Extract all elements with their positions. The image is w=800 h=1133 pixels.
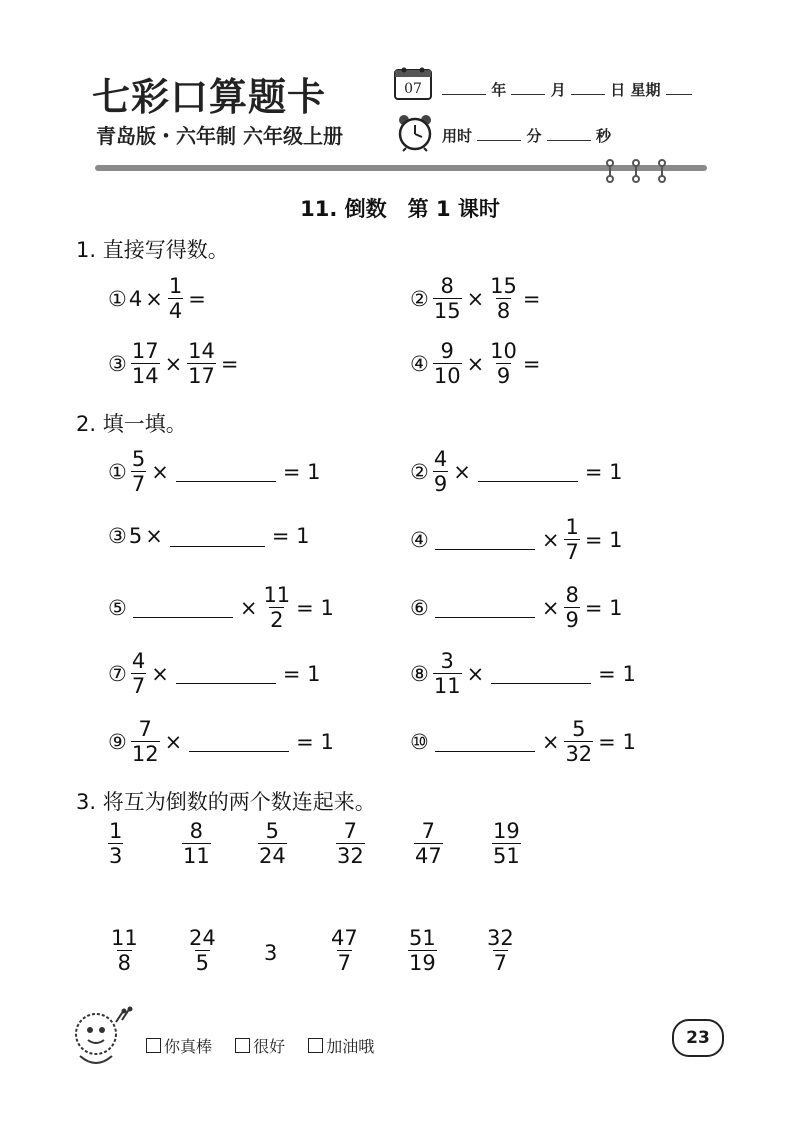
equals-sign: = bbox=[220, 351, 239, 376]
fraction: $\frac{1}{7}$ bbox=[565, 515, 579, 565]
multiply-sign: × bbox=[151, 459, 169, 484]
top-fraction-4[interactable]: $\frac{7}{32}$ bbox=[337, 819, 364, 869]
multiply-sign: × bbox=[541, 729, 560, 754]
answer-blank[interactable] bbox=[435, 597, 535, 618]
s2-item-3 bbox=[108, 524, 312, 548]
answer-blank[interactable] bbox=[491, 663, 591, 684]
fraction: $\frac{5}{32}$ bbox=[565, 717, 593, 767]
s2-item-5 bbox=[108, 584, 337, 631]
multiply-sign: × bbox=[164, 351, 183, 376]
binder-rings-icon bbox=[600, 158, 670, 184]
s2-item-10 bbox=[410, 718, 639, 765]
self-rating-row bbox=[146, 1034, 374, 1057]
alarm-clock-icon bbox=[395, 112, 435, 152]
equals-one: = 1 bbox=[271, 524, 310, 548]
weekday-label: 星期 bbox=[630, 81, 661, 99]
bottom-fraction-6[interactable]: $\frac{32}{7}$ bbox=[487, 926, 514, 976]
day-label: 日 bbox=[610, 81, 626, 99]
equals-one: = 1 bbox=[282, 661, 321, 686]
whole-number: 4 bbox=[128, 286, 143, 311]
item-mark: ⑤ bbox=[108, 595, 127, 620]
fraction: $\frac{4}{9}$ bbox=[433, 447, 448, 497]
minutes-blank[interactable] bbox=[477, 124, 521, 141]
brand-title: 七彩口算题卡 bbox=[92, 74, 327, 119]
seconds-label: 秒 bbox=[595, 127, 611, 145]
answer-blank[interactable] bbox=[176, 663, 276, 684]
s2-item-2 bbox=[410, 448, 625, 495]
multiply-sign: × bbox=[466, 351, 485, 376]
item-mark: ④ bbox=[410, 527, 429, 552]
equals-one: = 1 bbox=[584, 459, 623, 484]
multiply-sign: × bbox=[145, 524, 163, 548]
rating-label-great: 你真棒 bbox=[164, 1037, 213, 1056]
equals-sign: = bbox=[522, 351, 541, 376]
item-mark: ④ bbox=[410, 351, 429, 376]
page-number: 23 bbox=[672, 1019, 724, 1057]
multiply-sign: × bbox=[466, 286, 485, 311]
equals-one: = 1 bbox=[584, 595, 623, 620]
s1-item-3 bbox=[108, 340, 242, 387]
fraction: $\frac{8}{9}$ bbox=[565, 583, 579, 633]
section3-heading: 3. 将互为倒数的两个数连起来。 bbox=[76, 790, 376, 814]
fraction: $\frac{3}{11}$ bbox=[433, 649, 461, 699]
equals-one: = 1 bbox=[296, 729, 334, 754]
s1-item-4 bbox=[410, 340, 544, 387]
minutes-label: 分 bbox=[526, 127, 542, 145]
rating-checkbox-great[interactable] bbox=[146, 1038, 161, 1053]
multiply-sign: × bbox=[541, 527, 560, 552]
calendar-number: 07 bbox=[404, 81, 422, 97]
s2-item-7 bbox=[108, 650, 323, 697]
fraction: $\frac{7}{12}$ bbox=[131, 717, 159, 767]
bottom-fraction-1[interactable]: $\frac{11}{8}$ bbox=[111, 926, 138, 976]
item-mark: ③ bbox=[108, 351, 127, 376]
lesson-title: 11. 倒数 第 1 课时 bbox=[300, 197, 500, 221]
s2-item-9 bbox=[108, 718, 337, 765]
day-blank[interactable] bbox=[571, 78, 605, 95]
answer-blank[interactable] bbox=[176, 461, 276, 482]
item-mark: ⑨ bbox=[108, 729, 127, 754]
answer-blank[interactable] bbox=[478, 461, 578, 482]
answer-blank[interactable] bbox=[133, 597, 233, 618]
calendar-icon bbox=[394, 66, 432, 100]
item-mark: ② bbox=[410, 286, 429, 311]
multiply-sign: × bbox=[239, 595, 258, 620]
s2-item-1 bbox=[108, 448, 323, 495]
multiply-sign: × bbox=[151, 661, 169, 686]
top-fraction-6[interactable]: $\frac{19}{51}$ bbox=[493, 819, 520, 869]
item-mark: ③ bbox=[108, 524, 127, 548]
bottom-whole-3[interactable]: 3 bbox=[264, 941, 278, 965]
section2-heading: 2. 填一填。 bbox=[76, 412, 187, 436]
whole-number: 5 bbox=[128, 524, 143, 548]
equals-one: = 1 bbox=[584, 527, 623, 552]
time-used-label: 用时 bbox=[442, 127, 473, 145]
time-fill-line bbox=[442, 124, 611, 146]
item-mark: ① bbox=[108, 286, 127, 311]
fraction: $\frac{9}{10}$ bbox=[433, 339, 461, 389]
equals-sign: = bbox=[522, 286, 541, 311]
item-mark: ② bbox=[410, 459, 429, 484]
s2-item-6 bbox=[410, 584, 625, 631]
rating-checkbox-good[interactable] bbox=[235, 1038, 250, 1053]
answer-blank[interactable] bbox=[435, 529, 535, 550]
multiply-sign: × bbox=[453, 459, 471, 484]
bottom-fraction-5[interactable]: $\frac{51}{19}$ bbox=[409, 926, 436, 976]
s1-item-2 bbox=[410, 275, 544, 322]
rating-checkbox-keep-going[interactable] bbox=[308, 1038, 323, 1053]
answer-blank[interactable] bbox=[189, 731, 289, 752]
mascot-illustration-icon bbox=[66, 1000, 136, 1072]
month-label: 月 bbox=[550, 81, 566, 99]
s2-item-8 bbox=[410, 650, 639, 697]
section1-heading: 1. 直接写得数。 bbox=[76, 238, 229, 262]
fraction: $\frac{11}{2}$ bbox=[263, 583, 291, 633]
fraction: $\frac{10}{9}$ bbox=[490, 339, 517, 389]
item-mark: ① bbox=[108, 459, 127, 484]
multiply-sign: × bbox=[466, 661, 485, 686]
top-fraction-1[interactable]: $\frac{1}{3}$ bbox=[109, 819, 123, 869]
equals-one: = 1 bbox=[296, 595, 334, 620]
year-blank[interactable] bbox=[442, 78, 486, 95]
rating-label-good: 很好 bbox=[253, 1037, 286, 1056]
item-mark: ⑥ bbox=[410, 595, 429, 620]
item-mark: ⑧ bbox=[410, 661, 429, 686]
bottom-fraction-2[interactable]: $\frac{24}{5}$ bbox=[189, 926, 216, 976]
answer-blank[interactable] bbox=[170, 526, 265, 547]
fraction: $\frac{8}{15}$ bbox=[433, 274, 461, 324]
equals-one: = 1 bbox=[282, 459, 321, 484]
item-mark: ⑦ bbox=[108, 661, 127, 686]
fraction: $\frac{1}{4}$ bbox=[168, 274, 183, 324]
fraction: $\frac{15}{8}$ bbox=[490, 274, 517, 324]
edition-label: 青岛版・六年制 六年级上册 bbox=[96, 124, 343, 148]
answer-blank[interactable] bbox=[435, 731, 535, 752]
multiply-sign: × bbox=[145, 286, 163, 311]
bottom-fraction-4[interactable]: $\frac{47}{7}$ bbox=[331, 926, 358, 976]
top-fraction-5[interactable]: $\frac{7}{47}$ bbox=[415, 819, 442, 869]
seconds-blank[interactable] bbox=[547, 124, 591, 141]
equals-one: = 1 bbox=[598, 729, 636, 754]
top-fraction-2[interactable]: $\frac{8}{11}$ bbox=[183, 819, 210, 869]
month-blank[interactable] bbox=[511, 78, 545, 95]
weekday-blank[interactable] bbox=[666, 78, 692, 95]
top-fraction-3[interactable]: $\frac{5}{24}$ bbox=[259, 819, 286, 869]
equals-sign: = bbox=[188, 286, 206, 311]
equals-one: = 1 bbox=[598, 661, 636, 686]
s2-item-4 bbox=[410, 516, 625, 563]
fraction: $\frac{14}{17}$ bbox=[188, 339, 215, 389]
s1-item-1 bbox=[108, 275, 209, 322]
year-label: 年 bbox=[491, 81, 507, 99]
fraction: $\frac{5}{7}$ bbox=[131, 447, 146, 497]
fraction: $\frac{4}{7}$ bbox=[131, 649, 146, 699]
multiply-sign: × bbox=[541, 595, 560, 620]
date-fill-line bbox=[442, 78, 692, 100]
item-mark: ⑩ bbox=[410, 729, 429, 754]
rating-label-keep-going: 加油哦 bbox=[326, 1037, 375, 1056]
fraction: $\frac{17}{14}$ bbox=[131, 339, 159, 389]
multiply-sign: × bbox=[164, 729, 183, 754]
